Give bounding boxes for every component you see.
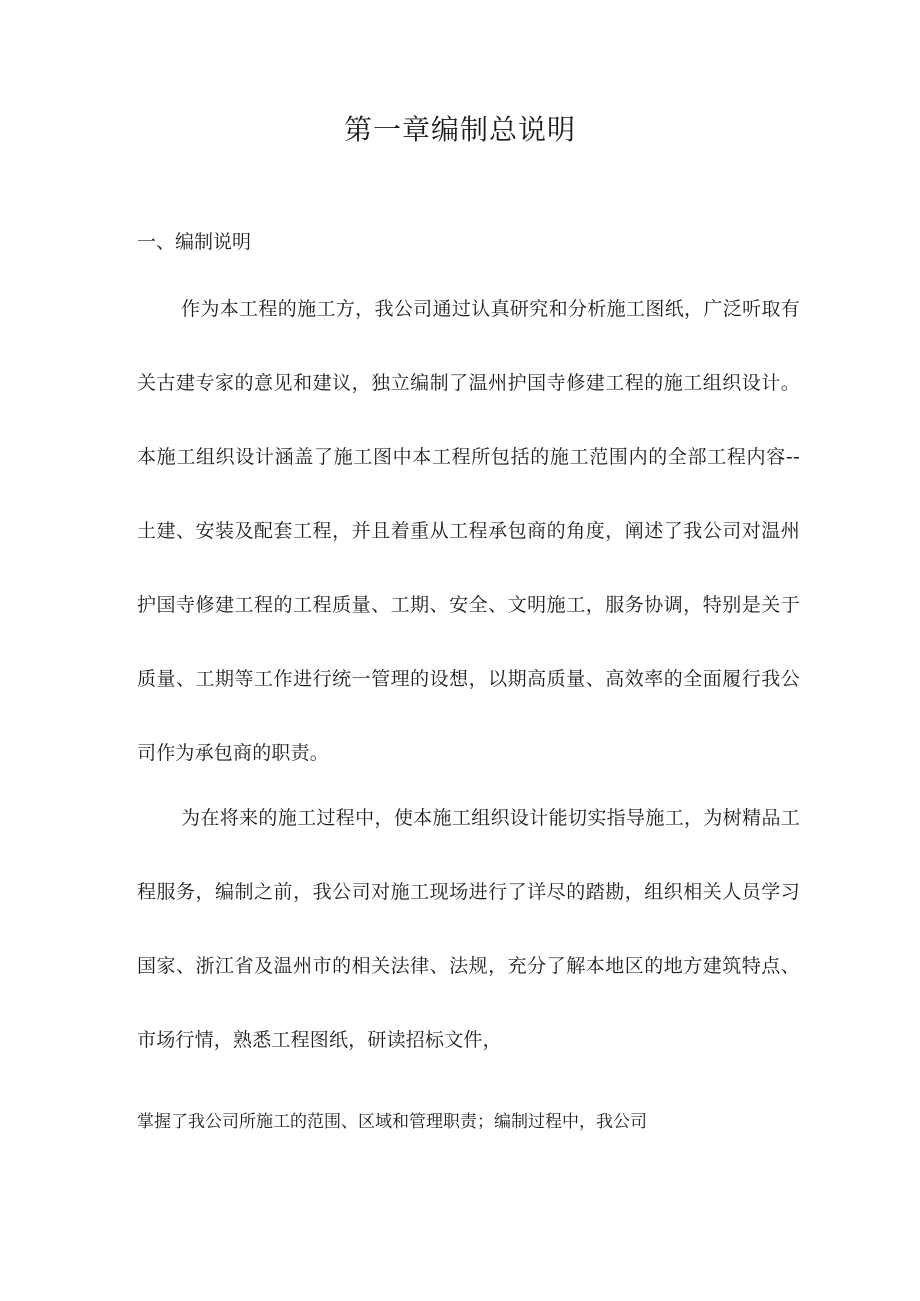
body-paragraph: 作为本工程的施工方，我公司通过认真研究和分析施工图纸，广泛听取有关古建专家的意见和建议，独立编制了温州护国寺修建工程的施工组织设计。本施工组织设计涵盖了施工图中本工程所包括的施工范围内的全部工程内容--土建、安装及配套工程，并且着重从工程承包商的角度，阐述了我公司对温州护国寺修建工程的工程质量、工期、安全、文明施工，服务协调，特别是关于质量、工期等工作进行统一管理的设想，以期高质量、高效率的全面履行我公司作为承包商的职责。 (137, 298, 800, 764)
section-heading: 一、编制说明 (137, 231, 252, 253)
body-paragraph: 为在将来的施工过程中，使本施工组织设计能切实指导施工，为树精品工程服务，编制之前，我公司对施工现场进行了详尽的踏勘，组织相关人员学习国家、浙江省及温州市的相关法律、法规，充分了解本地区的地方建筑特点、市场行情，熟悉工程图纸，研读招标文件， (137, 807, 800, 1051)
chapter-title: 第一章编制总说明 (343, 113, 576, 146)
body-paragraph-continuation: 掌握了我公司所施工的范围、区域和管理职责；编制过程中，我公司 (137, 1112, 647, 1132)
